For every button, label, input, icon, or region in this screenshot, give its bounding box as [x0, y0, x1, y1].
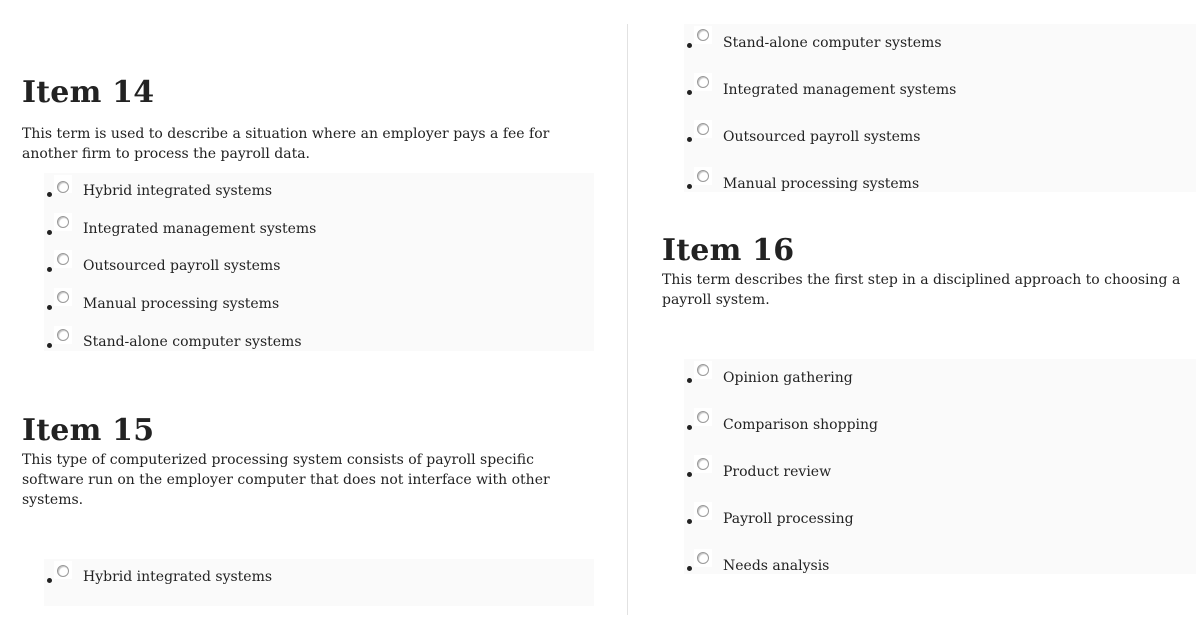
bullet: [687, 43, 692, 48]
option-label: Manual processing systems: [723, 176, 920, 192]
option-label: Needs analysis: [723, 558, 830, 574]
item-14-option[interactable]: [44, 327, 594, 357]
option-label: Outsourced payroll systems: [83, 258, 281, 274]
radio-button[interactable]: [57, 565, 69, 577]
item-14-options: [44, 173, 594, 351]
item-16-question: This term describes the first step in a disciplined approach to choosing a payroll system.: [662, 272, 1181, 308]
bullet: [47, 343, 52, 348]
option-label: Stand-alone computer systems: [83, 334, 302, 350]
item-16-options: [684, 359, 1196, 574]
item-15-option[interactable]: [684, 74, 1196, 104]
option-label: Integrated management systems: [83, 221, 317, 237]
option-label: Comparison shopping: [723, 417, 878, 433]
item-15-option[interactable]: [684, 121, 1196, 151]
radio-button[interactable]: [697, 123, 709, 135]
bullet: [687, 378, 692, 383]
item-16-option[interactable]: [684, 550, 1196, 580]
item-15-option[interactable]: [684, 27, 1196, 57]
radio-button[interactable]: [57, 329, 69, 341]
item-16-option[interactable]: [684, 409, 1196, 439]
option-label: Stand-alone computer systems: [723, 35, 942, 51]
item-16-option[interactable]: [684, 503, 1196, 533]
item-14-option[interactable]: [44, 176, 594, 206]
item-14-option[interactable]: [44, 251, 594, 281]
right-column: [628, 0, 1196, 637]
bullet: [687, 90, 692, 95]
radio-button[interactable]: [697, 458, 709, 470]
bullet: [687, 137, 692, 142]
radio-button[interactable]: [57, 253, 69, 265]
bullet: [687, 566, 692, 571]
bullet: [687, 519, 692, 524]
bullet: [47, 230, 52, 235]
item-14-question: This term is used to describe a situation where an employer pays a fee for another firm to process the payroll data.: [22, 126, 550, 162]
item-15-options: [44, 559, 594, 606]
item-16-option[interactable]: [684, 456, 1196, 486]
bullet: [687, 425, 692, 430]
radio-button[interactable]: [697, 29, 709, 41]
option-label: Product review: [723, 464, 832, 480]
option-label: Integrated management systems: [723, 82, 957, 98]
item-15-option[interactable]: [44, 562, 594, 592]
bullet: [47, 192, 52, 197]
item-14-option[interactable]: [44, 289, 594, 319]
item-15-title: Item 15: [22, 413, 155, 448]
option-label: Payroll processing: [723, 511, 854, 527]
radio-button[interactable]: [697, 552, 709, 564]
bullet: [47, 305, 52, 310]
bullet: [47, 267, 52, 272]
option-label: Hybrid integrated systems: [83, 183, 273, 199]
radio-button[interactable]: [697, 505, 709, 517]
radio-button[interactable]: [57, 291, 69, 303]
bullet: [47, 578, 52, 583]
item-14-option[interactable]: [44, 214, 594, 244]
item-15-question: This type of computerized processing system consists of payroll specific software run on the employer computer that does not interface with other systems.: [22, 452, 550, 508]
item-16-option[interactable]: [684, 362, 1196, 392]
bullet: [687, 184, 692, 189]
option-label: Opinion gathering: [723, 370, 853, 386]
option-label: Manual processing systems: [83, 296, 280, 312]
item-15-option[interactable]: [684, 168, 1196, 198]
bullet: [687, 472, 692, 477]
option-label: Hybrid integrated systems: [83, 569, 273, 585]
item-14-title: Item 14: [22, 75, 155, 110]
item-16-title: Item 16: [662, 233, 795, 268]
radio-button[interactable]: [57, 216, 69, 228]
radio-button[interactable]: [57, 181, 69, 193]
radio-button[interactable]: [697, 170, 709, 182]
radio-button[interactable]: [697, 364, 709, 376]
radio-button[interactable]: [697, 76, 709, 88]
option-label: Outsourced payroll systems: [723, 129, 921, 145]
item-15-options-continued: [684, 24, 1196, 192]
radio-button[interactable]: [697, 411, 709, 423]
